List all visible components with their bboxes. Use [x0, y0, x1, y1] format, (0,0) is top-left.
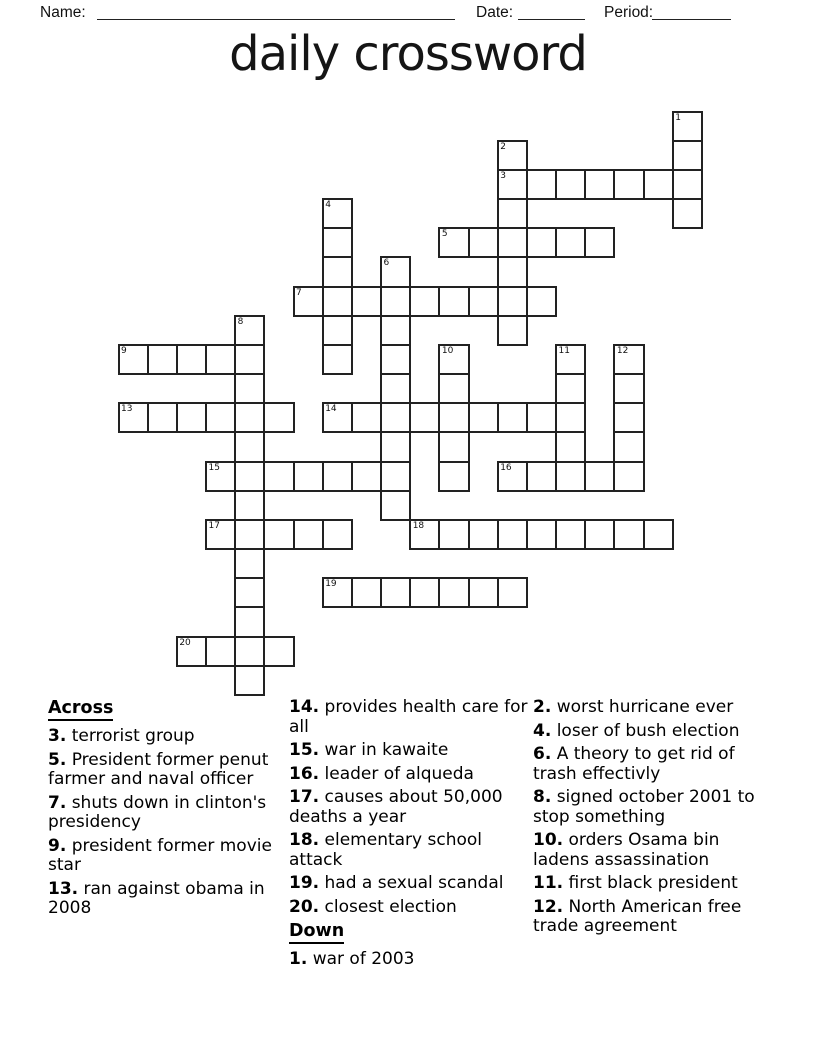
grid-cell-0-8[interactable]	[118, 344, 149, 375]
clue-number: 3.	[48, 726, 67, 746]
clue-2: 2. worst hurricane ever	[533, 697, 734, 717]
cell-number: 16	[500, 462, 512, 473]
clue-16: 16. leader of alqueda	[289, 763, 474, 784]
grid-cell-17-11[interactable]	[613, 431, 644, 462]
grid-cell-7-3[interactable]	[322, 198, 353, 229]
cell-number: 17	[208, 520, 220, 531]
clue-6: 6. A theory to get rid of trash effectivly	[533, 744, 735, 784]
cell-number: 18	[412, 520, 425, 531]
clue-number: 6.	[533, 744, 552, 764]
grid-cell-16-12[interactable]	[584, 461, 615, 492]
grid-cell-4-7[interactable]	[234, 315, 265, 346]
clue-column-left	[48, 698, 280, 923]
clue-12: 12. North American free trade agreement	[533, 896, 742, 936]
grid-cell-11-9[interactable]	[438, 373, 469, 404]
across-heading: Across	[48, 698, 280, 721]
cell-number: 1	[675, 112, 681, 123]
grid-cell-5-18[interactable]	[263, 636, 294, 667]
grid-cell-9-10[interactable]	[380, 402, 411, 433]
clue-number: 4.	[533, 720, 552, 741]
grid-cell-7-5[interactable]	[322, 256, 353, 287]
grid-cell-13-16[interactable]	[497, 577, 528, 608]
grid-cell-13-14[interactable]	[497, 519, 528, 550]
clue-column-right	[533, 698, 769, 941]
cell-number: 19	[325, 579, 337, 590]
grid-cell-15-4[interactable]	[555, 227, 586, 258]
grid-cell-7-14[interactable]	[322, 519, 353, 550]
grid-cell-13-6[interactable]	[497, 286, 528, 317]
grid-cell-8-10[interactable]	[351, 402, 382, 433]
grid-cell-6-12[interactable]	[293, 461, 324, 492]
grid-cell-12-6[interactable]	[468, 286, 499, 317]
grid-cell-13-1[interactable]	[497, 140, 528, 171]
clue-1: 1. war of 2003	[289, 949, 415, 969]
grid-cell-10-14[interactable]	[409, 519, 440, 550]
grid-cell-16-4[interactable]	[584, 227, 615, 258]
grid-cell-7-16[interactable]	[322, 577, 353, 608]
grid-cell-9-12[interactable]	[380, 461, 411, 492]
grid-cell-12-4[interactable]	[468, 227, 499, 258]
grid-cell-18-2[interactable]	[643, 169, 674, 200]
grid-cell-14-14[interactable]	[526, 519, 557, 550]
clue-number: 1.	[289, 949, 308, 969]
grid-cell-17-14[interactable]	[613, 519, 644, 550]
clue-number: 7.	[48, 792, 67, 813]
grid-cell-3-14[interactable]	[205, 519, 236, 550]
grid-cell-3-18[interactable]	[205, 636, 236, 667]
grid-cell-1-8[interactable]	[147, 344, 178, 375]
grid-cell-14-12[interactable]	[526, 461, 557, 492]
clue-column-middle	[289, 698, 535, 974]
grid-cell-17-8[interactable]	[613, 344, 644, 375]
grid-cell-4-9[interactable]	[234, 373, 265, 404]
clue-10: 10. orders Osama bin ladens assassination	[533, 830, 720, 870]
grid-cell-13-12[interactable]	[497, 461, 528, 492]
grid-cell-16-14[interactable]	[584, 519, 615, 550]
grid-cell-11-14[interactable]	[438, 519, 469, 550]
clue-7: 7. shuts down in clinton's presidency	[48, 792, 267, 832]
grid-cell-13-4[interactable]	[497, 227, 528, 258]
period-label: Period:	[604, 4, 654, 21]
clue-4: 4. loser of bush election	[533, 720, 740, 741]
grid-cell-9-8[interactable]	[380, 344, 411, 375]
grid-cell-15-14[interactable]	[555, 519, 586, 550]
grid-cell-3-8[interactable]	[205, 344, 236, 375]
grid-cell-4-18[interactable]	[234, 636, 265, 667]
clue-number: 15.	[289, 740, 320, 760]
grid-cell-17-9[interactable]	[613, 373, 644, 404]
grid-cell-17-2[interactable]	[613, 169, 644, 200]
grid-cell-7-4[interactable]	[322, 227, 353, 258]
grid-cell-7-7[interactable]	[322, 315, 353, 346]
grid-cell-9-5[interactable]	[380, 256, 411, 287]
cell-number: 10	[441, 345, 454, 356]
grid-cell-11-8[interactable]	[438, 344, 469, 375]
cell-number: 7	[296, 287, 302, 298]
grid-cell-4-15[interactable]	[234, 548, 265, 579]
grid-cell-8-16[interactable]	[351, 577, 382, 608]
clue-18: 18. elementary school attack	[289, 830, 483, 870]
grid-cell-6-14[interactable]	[293, 519, 324, 550]
cell-number: 6	[383, 258, 390, 269]
grid-cell-11-11[interactable]	[438, 431, 469, 462]
grid-cell-7-12[interactable]	[322, 461, 353, 492]
grid-cell-4-12[interactable]	[234, 461, 265, 492]
clue-17: 17. causes about 50,000 deaths a year	[289, 787, 503, 827]
clue-11: 11. first black president	[533, 873, 738, 893]
grid-cell-10-10[interactable]	[409, 402, 440, 433]
clue-number: 10.	[533, 830, 564, 850]
grid-cell-11-12[interactable]	[438, 461, 469, 492]
grid-cell-4-17[interactable]	[234, 606, 265, 637]
cell-number: 8	[237, 316, 244, 327]
grid-cell-15-12[interactable]	[555, 461, 586, 492]
grid-cell-2-10[interactable]	[176, 402, 207, 433]
grid-cell-4-19[interactable]	[234, 665, 265, 696]
grid-cell-10-16[interactable]	[409, 577, 440, 608]
grid-cell-9-16[interactable]	[380, 577, 411, 608]
grid-cell-11-4[interactable]	[438, 227, 469, 258]
clue-number: 13.	[48, 878, 79, 899]
grid-cell-3-10[interactable]	[205, 402, 236, 433]
grid-cell-5-14[interactable]	[263, 519, 294, 550]
grid-cell-4-11[interactable]	[234, 431, 265, 462]
grid-cell-13-10[interactable]	[497, 402, 528, 433]
cell-number: 13	[121, 404, 133, 415]
cell-number: 12	[616, 345, 629, 356]
grid-cell-11-16[interactable]	[438, 577, 469, 608]
grid-cell-11-6[interactable]	[438, 286, 469, 317]
cell-number: 14	[325, 404, 337, 415]
clue-5: 5. President former penut farmer and naval officer	[48, 749, 269, 789]
grid-cell-12-16[interactable]	[468, 577, 499, 608]
grid-cell-5-12[interactable]	[263, 461, 294, 492]
cell-number: 15	[208, 462, 220, 473]
grid-cell-4-16[interactable]	[234, 577, 265, 608]
page-title: daily crossword	[229, 26, 587, 82]
grid-cell-13-5[interactable]	[497, 256, 528, 287]
grid-cell-15-10[interactable]	[555, 402, 586, 433]
clue-number: 20.	[289, 896, 320, 917]
grid-cell-4-14[interactable]	[234, 519, 265, 550]
grid-cell-6-6[interactable]	[293, 286, 324, 317]
down-heading: Down	[289, 921, 535, 944]
clue-20: 20. closest election	[289, 896, 457, 917]
grid-cell-7-10[interactable]	[322, 402, 353, 433]
clue-number: 17.	[289, 787, 320, 807]
clue-number: 8.	[533, 787, 552, 807]
grid-cell-9-9[interactable]	[380, 373, 411, 404]
clue-9: 9. president former movie star	[48, 835, 272, 875]
grid-cell-19-1[interactable]	[672, 140, 703, 171]
grid-cell-2-18[interactable]	[176, 636, 207, 667]
grid-cell-7-6[interactable]	[322, 286, 353, 317]
grid-cell-8-6[interactable]	[351, 286, 382, 317]
clue-14: 14. provides health care for all	[289, 697, 528, 737]
clue-number: 9.	[48, 835, 67, 856]
clue-number: 18.	[289, 830, 320, 850]
grid-cell-18-14[interactable]	[643, 519, 674, 550]
clue-number: 19.	[289, 873, 320, 893]
grid-cell-3-12[interactable]	[205, 461, 236, 492]
grid-cell-4-10[interactable]	[234, 402, 265, 433]
grid-cell-15-9[interactable]	[555, 373, 586, 404]
cell-number: 4	[325, 200, 331, 210]
name-label: Name:	[40, 4, 86, 21]
grid-cell-4-8[interactable]	[234, 344, 265, 375]
grid-cell-2-8[interactable]	[176, 344, 207, 375]
grid-cell-14-4[interactable]	[526, 227, 557, 258]
grid-cell-9-13[interactable]	[380, 490, 411, 521]
grid-cell-17-10[interactable]	[613, 402, 644, 433]
clue-number: 11.	[533, 873, 564, 893]
grid-cell-9-7[interactable]	[380, 315, 411, 346]
grid-cell-10-6[interactable]	[409, 286, 440, 317]
clue-13: 13. ran against obama in 2008	[48, 878, 265, 918]
clue-number: 16.	[289, 763, 320, 784]
grid-cell-12-14[interactable]	[468, 519, 499, 550]
grid-cell-12-10[interactable]	[468, 402, 499, 433]
cell-number: 9	[121, 345, 127, 356]
clue-number: 12.	[533, 896, 564, 917]
grid-cell-5-10[interactable]	[263, 402, 294, 433]
clue-number: 2.	[533, 697, 552, 717]
grid-cell-8-12[interactable]	[351, 461, 382, 492]
grid-cell-14-10[interactable]	[526, 402, 557, 433]
grid-cell-19-2[interactable]	[672, 169, 703, 200]
grid-cell-14-6[interactable]	[526, 286, 557, 317]
grid-cell-15-11[interactable]	[555, 431, 586, 462]
grid-cell-13-2[interactable]	[497, 169, 528, 200]
grid-cell-11-10[interactable]	[438, 402, 469, 433]
grid-cell-19-0[interactable]	[672, 111, 703, 142]
grid-cell-1-10[interactable]	[147, 402, 178, 433]
grid-cell-13-7[interactable]	[497, 315, 528, 346]
date-label: Date:	[476, 4, 514, 21]
grid-cell-16-2[interactable]	[584, 169, 615, 200]
grid-cell-0-10[interactable]	[118, 402, 149, 433]
grid-cell-4-13[interactable]	[234, 490, 265, 521]
clue-3: 3. terrorist group	[48, 726, 195, 746]
clue-number: 14.	[289, 697, 320, 717]
cell-number: 2	[500, 141, 506, 152]
clue-19: 19. had a sexual scandal	[289, 873, 504, 893]
cell-number: 3	[500, 170, 506, 181]
grid-cell-9-6[interactable]	[380, 286, 411, 317]
cell-number: 11	[558, 345, 570, 356]
grid-cell-15-2[interactable]	[555, 169, 586, 200]
cell-number: 5	[441, 229, 448, 240]
clue-8: 8. signed october 2001 to stop something	[533, 787, 755, 827]
cell-number: 20	[179, 637, 191, 648]
grid-cell-15-8[interactable]	[555, 344, 586, 375]
grid-cell-14-2[interactable]	[526, 169, 557, 200]
clue-15: 15. war in kawaite	[289, 740, 449, 760]
grid-cell-9-11[interactable]	[380, 431, 411, 462]
grid-cell-13-3[interactable]	[497, 198, 528, 229]
clue-number: 5.	[48, 749, 67, 770]
grid-cell-19-3[interactable]	[672, 198, 703, 229]
grid-cell-17-12[interactable]	[613, 461, 644, 492]
grid-cell-7-8[interactable]	[322, 344, 353, 375]
